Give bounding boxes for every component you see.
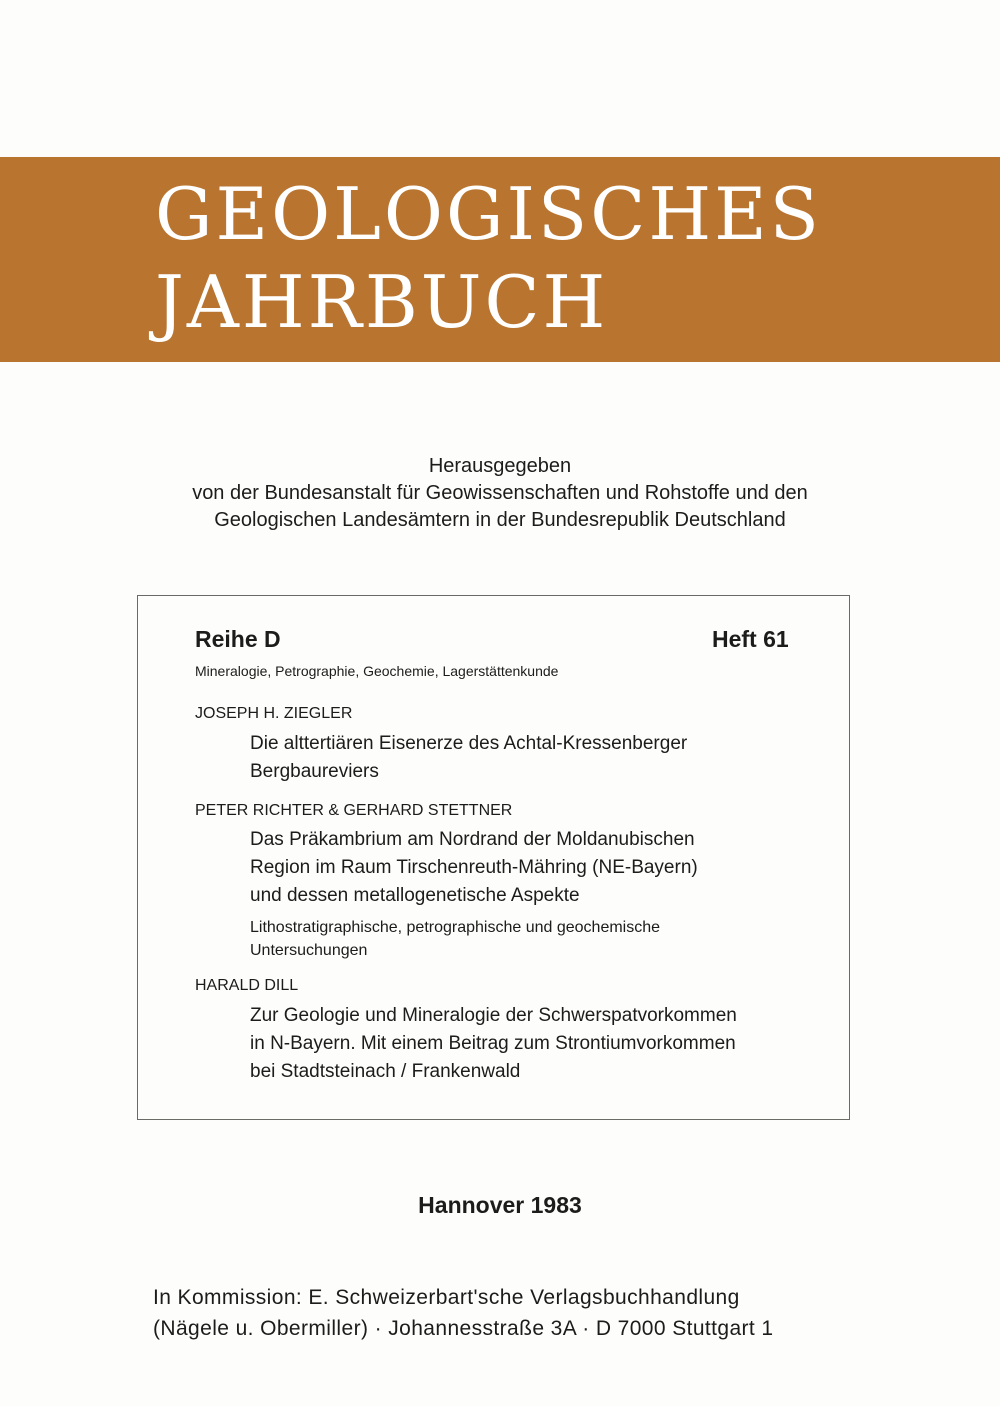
commission-line2: (Nägele u. Obermiller) · Johannesstraße 3A · D 7000 Stuttgart 1	[153, 1317, 774, 1340]
place-year: Hannover 1983	[418, 1192, 582, 1218]
article-title-1-line1: Die alttertiären Eisenerze des Achtal-Kressenberger	[250, 733, 688, 754]
issue-label: Heft 61	[712, 626, 789, 652]
journal-title	[155, 170, 975, 346]
author-2: PETER RICHTER & GERHARD STETTNER	[195, 802, 513, 819]
journal-title-line1: GEOLOGISCHES	[155, 172, 822, 256]
article-subtitle-2	[250, 916, 660, 962]
article-subtitle-2-line1: Lithostratigraphische, petrographische und geochemische	[250, 919, 661, 936]
article-title-2	[250, 826, 698, 910]
author-1: JOSEPH H. ZIEGLER	[195, 705, 353, 722]
article-title-2-line3: und dessen metallogenetische Aspekte	[250, 885, 580, 906]
publisher-line2: von der Bundesanstalt für Geowissenschaften und Rohstoffe und den	[192, 482, 808, 504]
publisher-line3: Geologischen Landesämtern in der Bundesrepublik Deutschland	[214, 509, 786, 531]
article-title-3-line3: bei Stadtsteinach / Frankenwald	[250, 1061, 521, 1082]
article-title-3-line2: in N-Bayern. Mit einem Beitrag zum Strontiumvorkommen	[250, 1033, 736, 1054]
article-title-1	[250, 730, 687, 786]
article-title-3-line1: Zur Geologie und Mineralogie der Schwerspatvorkommen	[250, 1005, 737, 1026]
journal-title-line2: JAHRBUCH	[155, 260, 609, 344]
article-title-1-line2: Bergbaureviers	[250, 761, 379, 782]
series-label: Reihe D	[195, 626, 281, 652]
publisher-statement	[0, 453, 1000, 534]
series-subjects: Mineralogie, Petrographie, Geochemie, Lagerstättenkunde	[195, 663, 559, 679]
commission-line1: In Kommission: E. Schweizerbart'sche Verlagsbuchhandlung	[153, 1286, 740, 1309]
commission-imprint	[153, 1282, 773, 1344]
article-title-3	[250, 1002, 737, 1086]
article-title-2-line2: Region im Raum Tirschenreuth-Mähring (NE-Bayern)	[250, 857, 698, 878]
article-subtitle-2-line2: Untersuchungen	[250, 942, 368, 959]
publisher-line1: Herausgegeben	[428, 455, 572, 477]
article-title-2-line1: Das Präkambrium am Nordrand der Moldanubischen	[250, 829, 695, 850]
author-3: HARALD DILL	[195, 977, 299, 994]
